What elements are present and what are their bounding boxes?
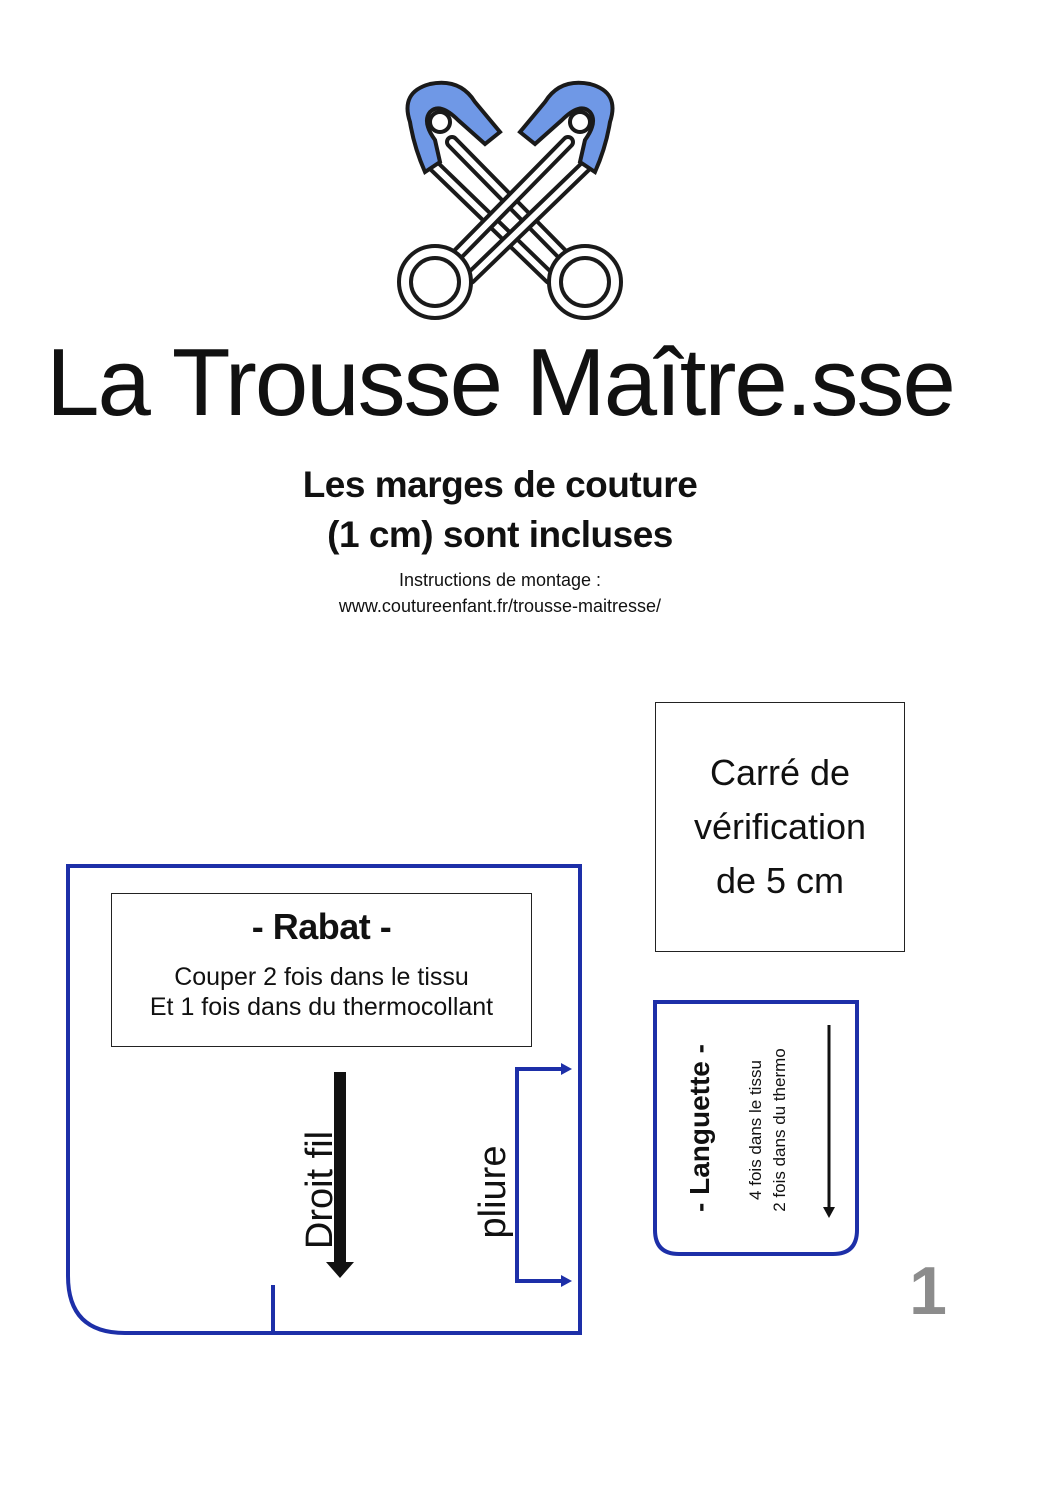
fold-arrow-top — [561, 1063, 572, 1075]
languette-title: - Languette - — [684, 1044, 715, 1212]
rabat-line-2: Et 1 fois dans du thermocollant — [149, 993, 494, 1021]
subtitle-line-2: (1 cm) sont incluses — [327, 514, 673, 555]
check-line-2: vérification — [693, 806, 867, 847]
subtitle-line-1: Les marges de couture — [302, 464, 698, 505]
rabat-line-1: Couper 2 fois dans le tissu — [174, 963, 469, 991]
fold-label: pliure — [472, 1145, 514, 1239]
grain-line-label: Droit fil — [299, 1130, 341, 1250]
languette-line-1: 4 fois dans le tissu — [746, 1060, 765, 1200]
check-line-1: Carré de — [709, 752, 851, 793]
rabat-label-box — [111, 893, 532, 1047]
languette-line-2: 2 fois dans du thermo — [770, 1048, 789, 1212]
rabat-title: - Rabat - — [251, 906, 392, 947]
page-number: 1 — [909, 1253, 947, 1329]
fold-arrow-bottom — [561, 1275, 572, 1287]
check-line-3: de 5 cm — [715, 860, 845, 901]
languette-arrow-head — [823, 1207, 835, 1218]
instructions-label: Instructions de montage : — [398, 570, 602, 590]
instructions-url[interactable]: www.coutureenfant.fr/trousse-maitresse/ — [338, 596, 662, 616]
languette-cut-instructions — [744, 1030, 796, 1230]
document-title: La Trousse Maître.sse — [46, 329, 954, 436]
fold-bracket — [517, 1069, 568, 1281]
rabat-cut-instructions — [112, 962, 531, 1022]
